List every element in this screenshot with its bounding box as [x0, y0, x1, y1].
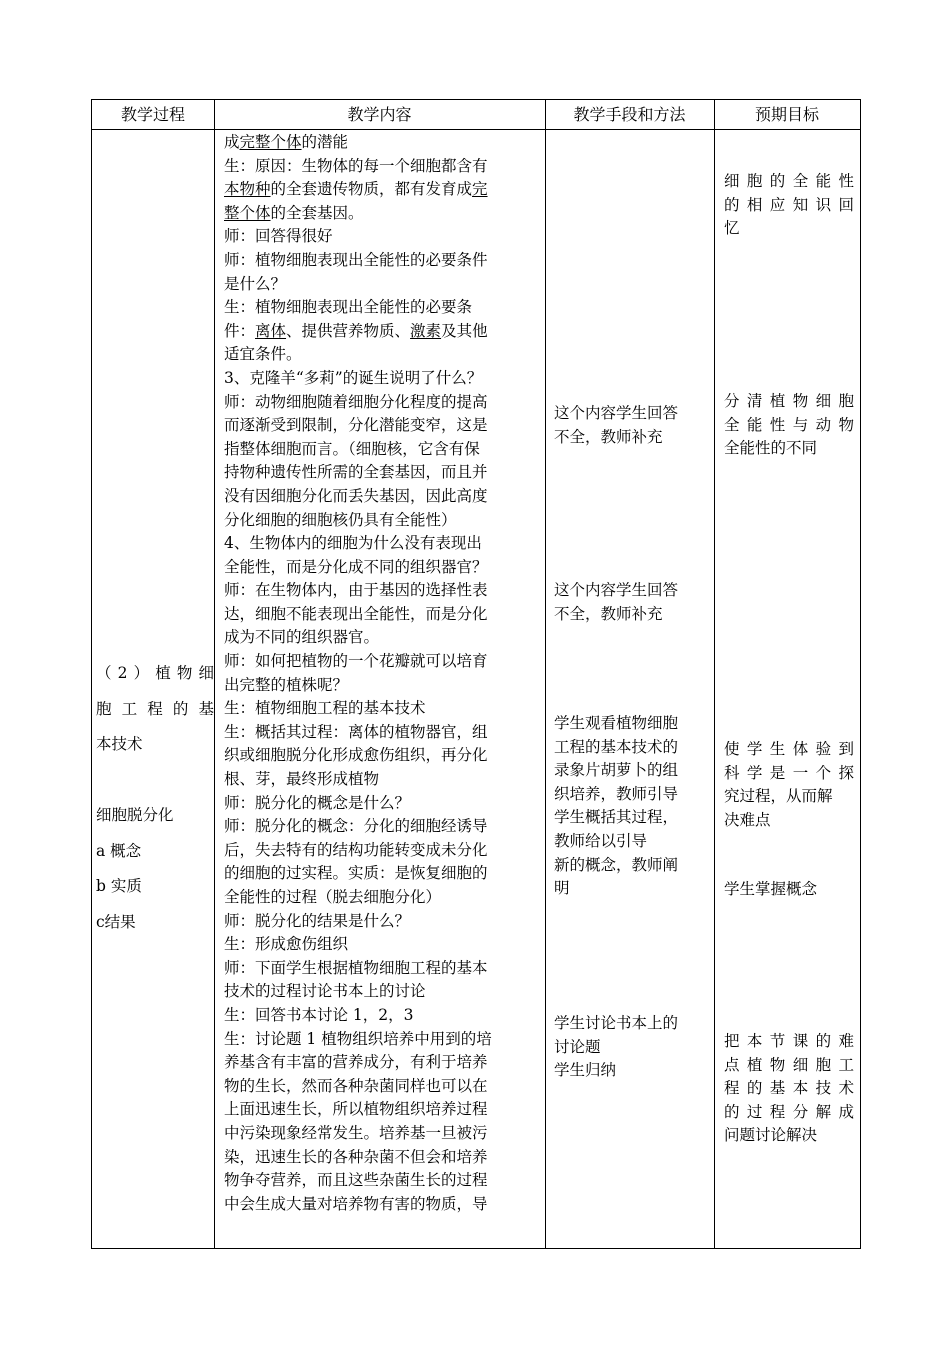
content-line: 生：原因：生物体的每一个细胞都含有	[224, 156, 488, 175]
content-line: 全能性的过程（脱去细胞分化）	[224, 888, 442, 906]
header-divider	[92, 129, 860, 130]
process-item: 细胞脱分化	[96, 806, 174, 824]
goal-block: 学生掌握概念	[724, 880, 818, 898]
content-line: 成为不同的组织器官。	[224, 628, 380, 647]
section-title: （2）植物细	[96, 664, 214, 682]
content-line: 中污染现象经常发生。培养基一旦被污	[224, 1123, 488, 1142]
method-block: 学生观看植物细胞 工程的基本技术的 录象片胡萝卜的组 织培养，教师引导 学生概括其过程， 教师给以引导 新的概念，教师阐 明	[554, 714, 679, 898]
header-content: 教学内容	[347, 105, 412, 124]
column-divider	[714, 100, 715, 1248]
content-line: 适宜条件。	[224, 345, 302, 364]
process-cell	[96, 656, 214, 940]
content-line: 分化细胞的细胞核仍具有全能性）	[224, 510, 457, 529]
content-line: 物的生长，然而各种杂菌同样也可以在	[224, 1076, 488, 1095]
content-line: 师：植物细胞表现出全能性的必要条件	[224, 250, 488, 269]
content-line: 师：下面学生根据植物细胞工程的基本	[224, 958, 488, 977]
process-item: b 实质	[96, 877, 142, 895]
content-line: 中会生成大量对培养物有害的物质，导	[224, 1194, 488, 1213]
content-line: 后，失去特有的结构功能转变成未分化	[224, 840, 488, 859]
content-line: 生：概括其过程：离体的植物器官，组	[224, 722, 488, 741]
content-line: 持物种遗传性所需的全套基因，而且并	[224, 463, 488, 482]
lesson-plan-table	[91, 99, 861, 1249]
content-line: 染，迅速生长的各种杂菌不但会和培养	[224, 1147, 488, 1166]
process-item: c结果	[96, 912, 136, 931]
content-line: 师：如何把植物的一个花瓣就可以培育	[224, 652, 488, 671]
content-line: 生：植物细胞工程的基本技术	[224, 699, 426, 718]
content-line: 的细胞的过实程。实质：是恢复细胞的	[224, 864, 488, 883]
header-methods: 教学手段和方法	[573, 105, 686, 124]
content-line: 师：在生物体内，由于基因的选择性表	[224, 581, 488, 600]
content-line: 4、生物体内的细胞为什么没有表现出	[224, 534, 482, 553]
method-block: 这个内容学生回答 不全，教师补充	[554, 581, 679, 623]
content-line: 全能性，而是分化成不同的组织器官？	[224, 557, 488, 576]
content-line: 本物种的全套遗传物质，都有发育成完	[224, 180, 488, 199]
content-line: 织或细胞脱分化形成愈伤组织，再分化	[224, 746, 488, 765]
content-line: 生：形成愈伤组织	[224, 935, 349, 954]
method-block: 这个内容学生回答 不全，教师补充	[554, 404, 679, 446]
header-process: 教学过程	[120, 105, 185, 124]
content-line: 上面迅速生长，所以植物组织培养过程	[224, 1100, 488, 1119]
content-line: 师：回答得很好	[224, 227, 333, 246]
content-line: 是什么？	[224, 274, 287, 293]
content-line: 技术的过程讨论书本上的讨论	[224, 982, 426, 1001]
content-line: 生：植物细胞表现出全能性的必要条	[224, 298, 473, 317]
goal-block: 细胞的全能性 的相应知识回 忆	[724, 172, 854, 238]
content-line: 师：脱分化的结果是什么？	[224, 911, 411, 930]
content-line: 没有因细胞分化而丢失基因，因此高度	[224, 486, 488, 505]
content-line: 师：脱分化的概念是什么？	[224, 793, 411, 812]
content-line: 生：讨论题 1 植物组织培养中用到的培	[224, 1029, 492, 1048]
content-line: 成完整个体的潜能	[224, 133, 349, 151]
content-line: 生：回答书本讨论 1，2，3	[224, 1005, 414, 1024]
content-cell	[224, 131, 544, 1216]
content-line: 3、克隆羊“多莉”的诞生说明了什么？	[224, 368, 483, 387]
method-block: 学生讨论书本上的 讨论题 学生归纳	[554, 1014, 679, 1080]
goal-block: 分清植物细胞 全能性与动物 全能性的不同	[724, 392, 854, 458]
content-line: 师：脱分化的概念：分化的细胞经诱导	[224, 817, 488, 836]
content-line: 物争夺营养，而且这些杂菌生长的过程	[224, 1171, 488, 1190]
section-title: 胞工程的基	[96, 699, 214, 718]
content-line: 指整体细胞而言。（细胞核，它含有保	[224, 439, 480, 458]
content-line: 而逐渐受到限制，分化潜能变窄，这是	[224, 416, 488, 435]
content-line: 达，细胞不能表现出全能性，而是分化	[224, 604, 488, 623]
content-line: 出完整的植株呢？	[224, 675, 349, 694]
section-title: 本技术	[96, 735, 143, 753]
content-line: 师：动物细胞随着细胞分化程度的提高	[224, 392, 488, 411]
header-goals: 预期目标	[754, 105, 819, 124]
content-line: 整个体的全套基因。	[224, 203, 364, 222]
column-divider	[545, 100, 546, 1248]
goal-block: 把本节课的难 点植物细胞工 程的基本技术 的过程分解成 问题讨论解决	[724, 1032, 854, 1145]
goal-block: 使学生体验到 科学是一个探 究过程，从而解 决难点	[724, 740, 854, 829]
process-item: a 概念	[96, 841, 142, 860]
column-divider	[214, 100, 215, 1248]
content-line: 根、芽，最终形成植物	[224, 770, 380, 789]
content-line: 养基含有丰富的营养成分，有利于培养	[224, 1053, 488, 1072]
content-line: 件：离体、提供营养物质、激素及其他	[224, 321, 488, 340]
